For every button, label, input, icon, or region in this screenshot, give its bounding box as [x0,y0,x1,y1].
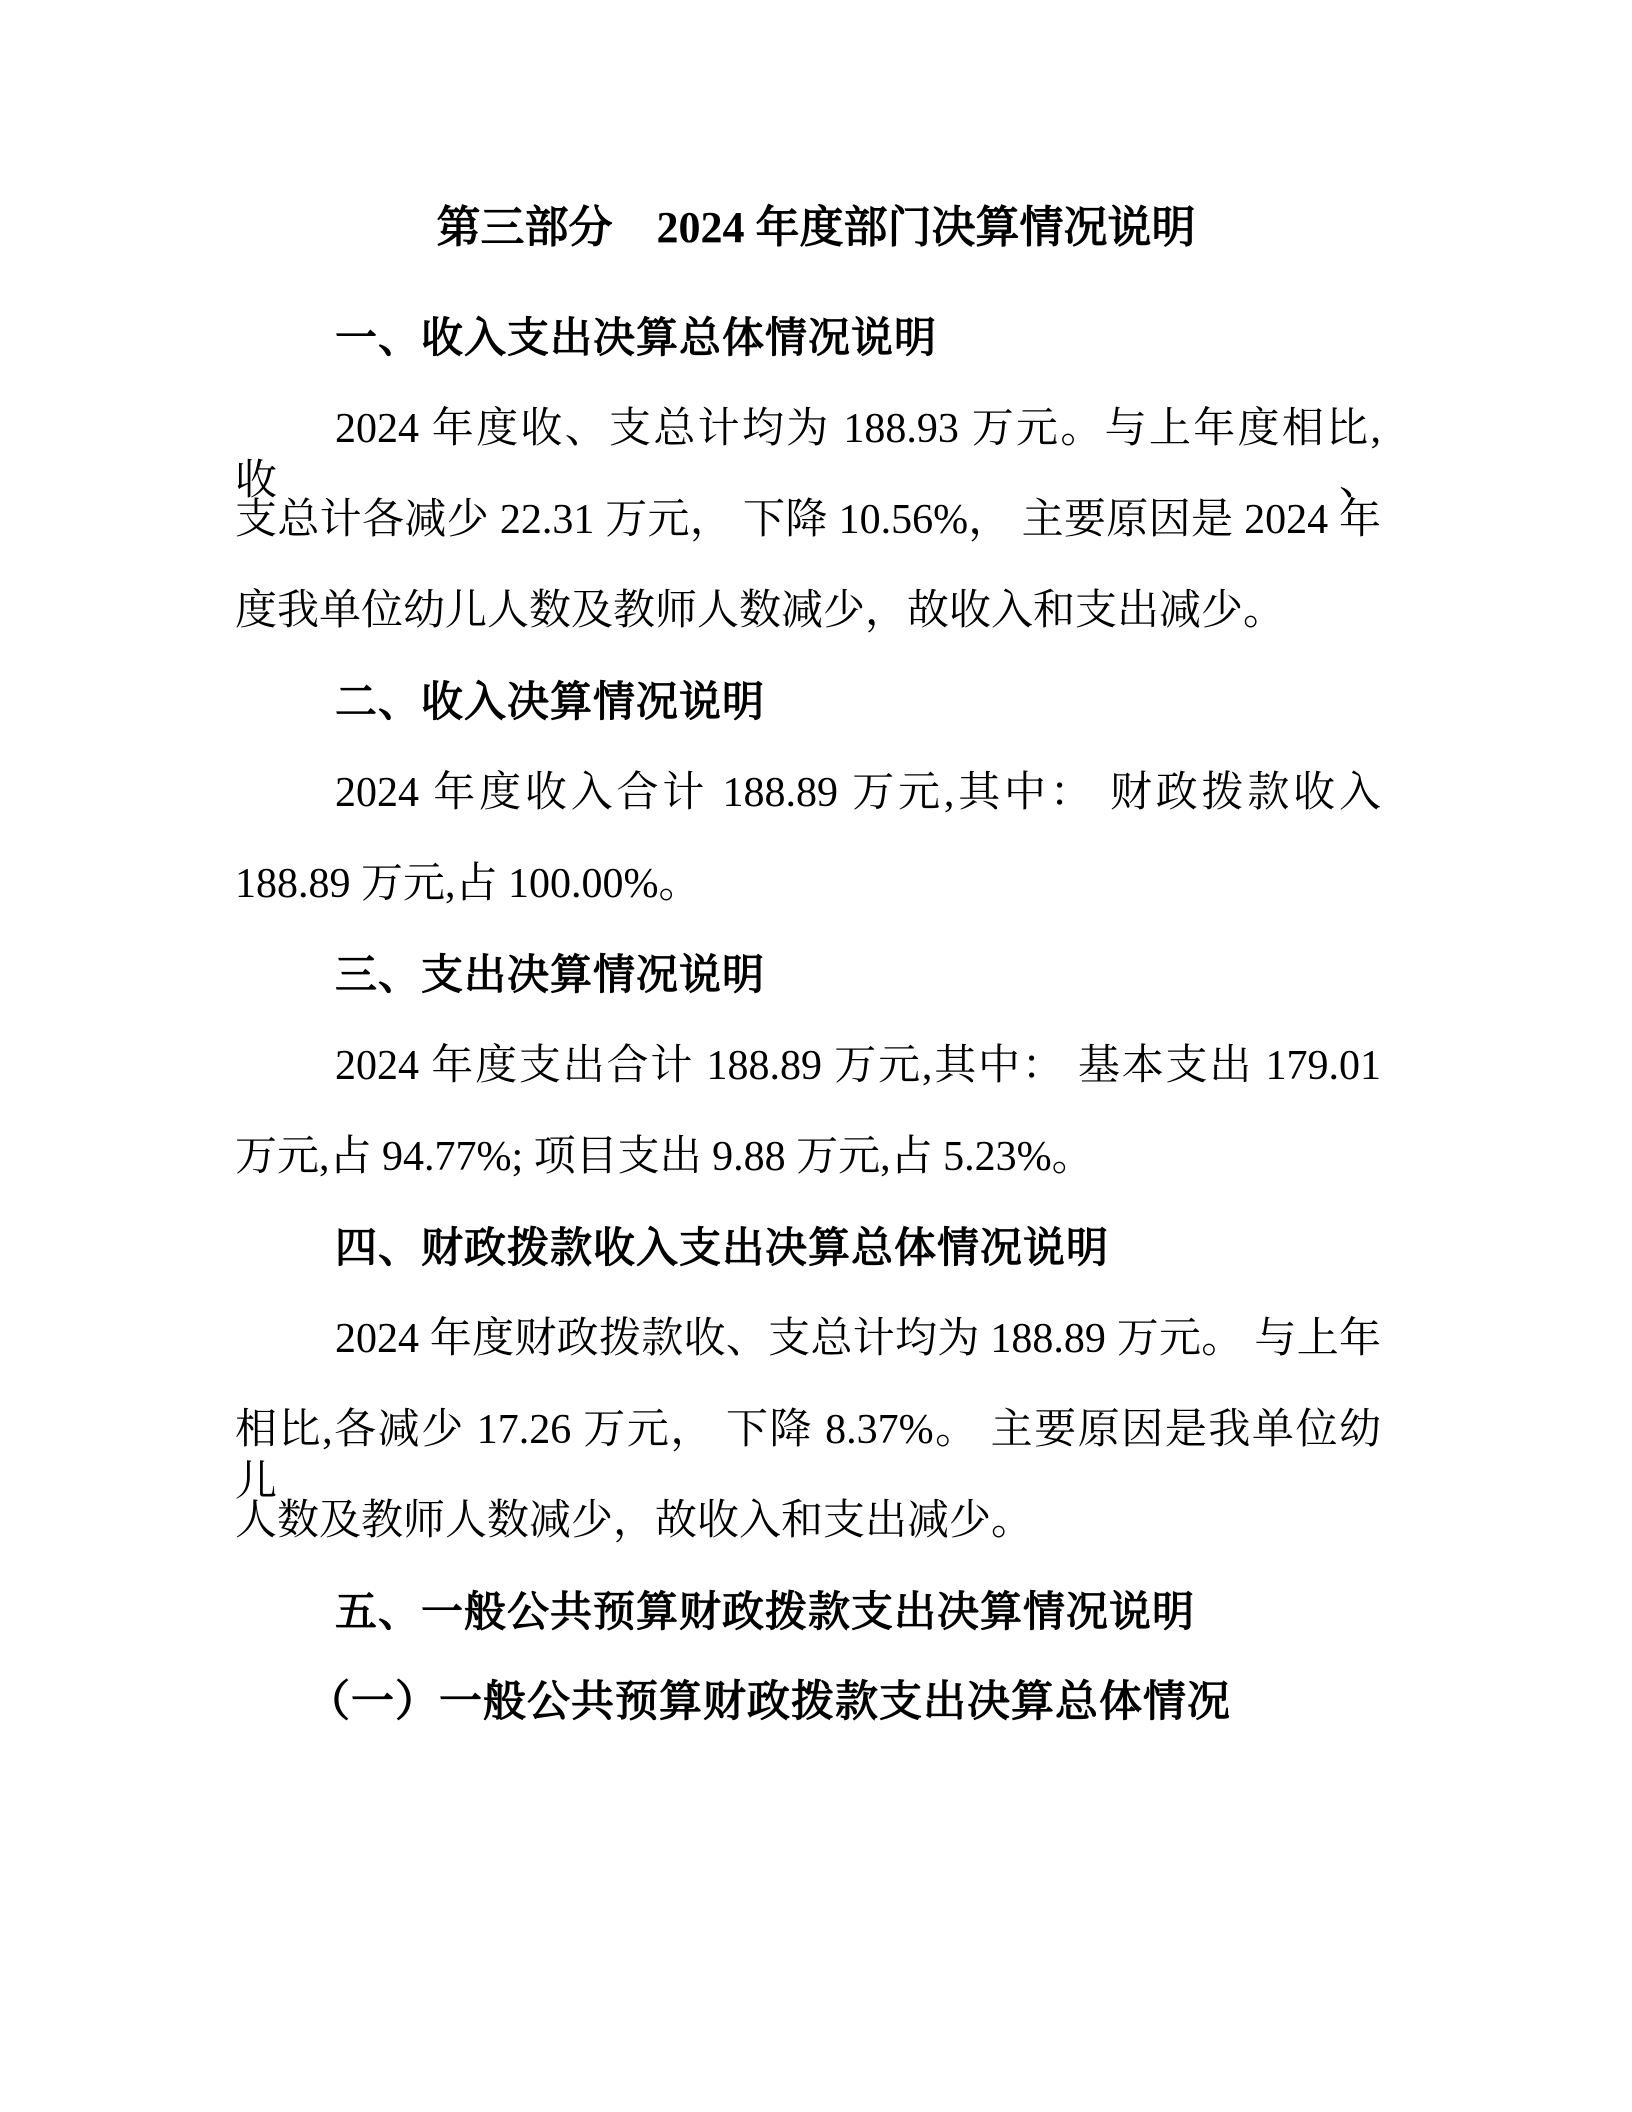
section-1-paragraph-line-2: 支总计各减少 22.31 万元， 下降 10.56%， 主要原因是 2024 年 [235,497,1381,543]
section-4-paragraph-line-3: 人数及教师人数减少，故收入和支出减少。 [235,1498,1034,1544]
section-heading-1: 一、收入支出决算总体情况说明 [335,314,938,361]
text-column [235,312,1381,1768]
section-heading-3: 三、支出决算情况说明 [335,951,766,998]
section-2-paragraph-line-2: 188.89 万元,占 100.00%。 [235,861,701,907]
section-2-paragraph-line-1: 2024 年度收入合计 188.89 万元,其中： 财政拨款收入 [335,770,1381,816]
section-4-paragraph-line-1: 2024 年度财政拨款收、支总计均为 188.89 万元。 与上年 [335,1316,1381,1362]
section-heading-4: 四、财政拨款收入支出决算总体情况说明 [335,1224,1110,1271]
section-heading-2: 二、收入决算情况说明 [335,678,766,725]
section-4-paragraph-line-2: 相比,各减少 17.26 万元， 下降 8.37%。 主要原因是我单位幼儿 [235,1407,1381,1505]
document-title: 第三部分 2024 年度部门决算情况说明 [436,203,1196,252]
section-3-paragraph-line-1: 2024 年度支出合计 188.89 万元,其中： 基本支出 179.01 [335,1043,1381,1089]
section-1-paragraph-line-1: 2024 年度收、支总计均为 188.93 万元。与上年度相比,收、 [235,406,1381,504]
section-1-paragraph-line-3: 度我单位幼儿人数及教师人数减少，故收入和支出减少。 [235,588,1286,634]
section-5-subheading: （一）一般公共预算财政拨款支出决算总体情况 [307,1679,1231,1726]
section-3-paragraph-line-2: 万元,占 94.77%; 项目支出 9.88 万元,占 5.23%。 [235,1134,1094,1180]
section-heading-5: 五、一般公共预算财政拨款支出决算情况说明 [335,1588,1196,1635]
